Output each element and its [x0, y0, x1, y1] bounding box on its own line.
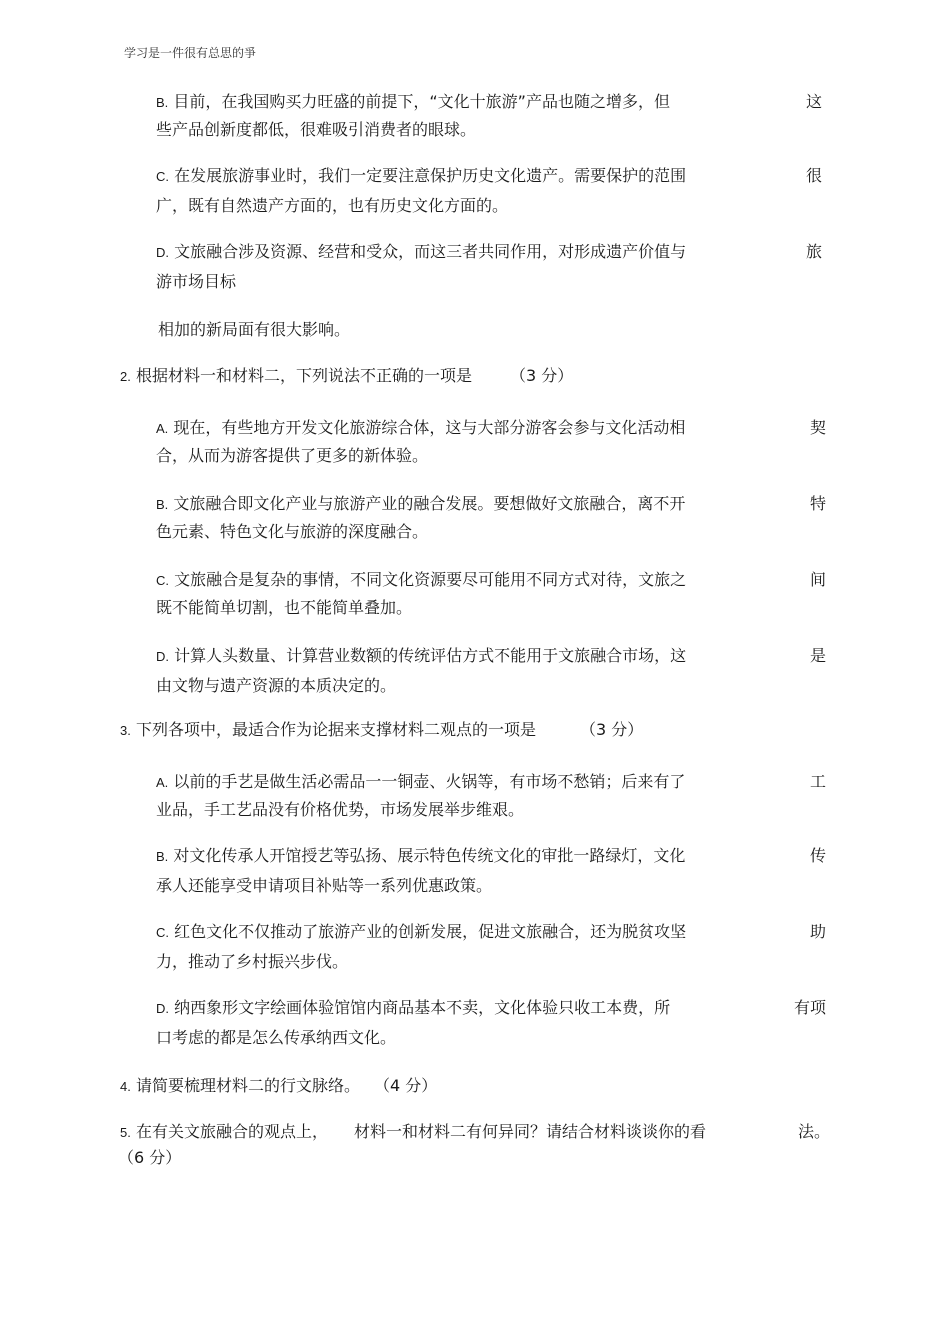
q2-option-d-tail: 是 [809, 646, 826, 665]
q2-option-a-line1: A. 现在，有些地方开发文化旅游综合体，这与大部分游客会参与文化活动相 [156, 418, 686, 437]
q3-option-c-tail: 助 [809, 922, 826, 941]
q3-option-a-line1: A. 以前的手艺是做生活必需品一一铜壶、火锅等，有市场不愁销；后来有了 [156, 772, 686, 791]
q1-option-d-line3: 相加的新局面有很大影响。 [158, 320, 351, 339]
page-header: 学习是一件很有总思的爭 [124, 46, 257, 60]
q3-option-a-tail: 工 [809, 772, 826, 791]
q2-option-c-line2: 既不能简单切割，也不能简单叠加。 [156, 598, 413, 617]
q3-option-b-line2: 承人还能享受申请项目补贴等一系列优惠政策。 [156, 876, 493, 895]
q1-option-d-tail: 旅 [805, 242, 822, 261]
q3-option-d-line1: D. 纳西象形文字绘画体验馆馆内商品基本不卖，文化体验只收工本费，所 [156, 998, 671, 1017]
q3-option-b-tail: 传 [809, 846, 826, 865]
q3-stem: 3. 下列各项中，最适合作为论据来支撑材料二观点的一项是 （3 分） [120, 720, 644, 739]
q2-option-c-line1: C. 文旅融合是复杂的事情，不同文化资源要尽可能用不同方式对待，文旅之 [156, 570, 687, 589]
q5-score: （6 分） [118, 1148, 182, 1167]
q1-option-c-tail: 很 [805, 166, 822, 185]
q2-option-a-tail: 契 [809, 418, 826, 437]
q2-option-b-tail: 特 [809, 494, 826, 513]
q2-option-a-line2: 合，从而为游客提供了更多的新体验。 [156, 446, 429, 465]
q2-option-d-line2: 由文物与遗产资源的本质决定的。 [156, 676, 397, 695]
q2-option-b-line2: 色元素、特色文化与旅游的深度融合。 [156, 522, 429, 541]
q4-stem: 4. 请简要梳理材料二的行文脉络。 （4 分） [120, 1076, 438, 1095]
q3-option-a-line2: 业品，手工艺品没有价格优势，市场发展举步维艰。 [156, 800, 525, 819]
q3-option-b-line1: B. 对文化传承人开馆授艺等弘扬、展示特色传统文化的审批一路绿灯，文化 [156, 846, 686, 865]
q2-stem: 2. 根据材料一和材料二，下列说法不正确的一项是 （3 分） [120, 366, 574, 385]
q1-option-b-tail: 这 [805, 92, 822, 111]
q1-option-b-line2: 些产品创新度都低，很难吸引消费者的眼球。 [156, 120, 477, 139]
q3-option-d-tail: 有项 [793, 998, 826, 1017]
q2-option-c-tail: 间 [809, 570, 826, 589]
q2-option-d-line1: D. 计算人头数量、计算营业数额的传统评估方式不能用于文旅融合市场，这 [156, 646, 687, 665]
q2-option-b-line1: B. 文旅融合即文化产业与旅游产业的融合发展。要想做好文旅融合，离不开 [156, 494, 686, 513]
q1-option-b-line1: B. 目前，在我国购买力旺盛的前提下，“文化十旅游”产品也随之增多，但 [156, 92, 670, 111]
q1-option-c-line1: C. 在发展旅游事业时，我们一定要注意保护历史文化遗产。需要保护的范围 [156, 166, 687, 185]
q1-option-c-line2: 广，既有自然遗产方面的，也有历史文化方面的。 [156, 196, 509, 215]
q3-option-c-line1: C. 红色文化不仅推动了旅游产业的创新发展，促进文旅融合，还为脱贫攻坚 [156, 922, 687, 941]
q3-option-d-line2: 口考虑的都是怎么传承纳西文化。 [156, 1028, 397, 1047]
q3-option-c-line2: 力，推动了乡村振兴步伐。 [156, 952, 349, 971]
q5-stem: 5. 在有关文旅融合的观点上， 材料一和材料二有何异同？请结合材料谈谈你的看 [120, 1122, 706, 1141]
q1-option-d-line1: D. 文旅融合涉及资源、经营和受众，而这三者共同作用，对形成遗产价值与 [156, 242, 687, 261]
q1-option-d-line2: 游市场目标 [156, 272, 237, 291]
q5-tail: 法。 [797, 1122, 830, 1141]
